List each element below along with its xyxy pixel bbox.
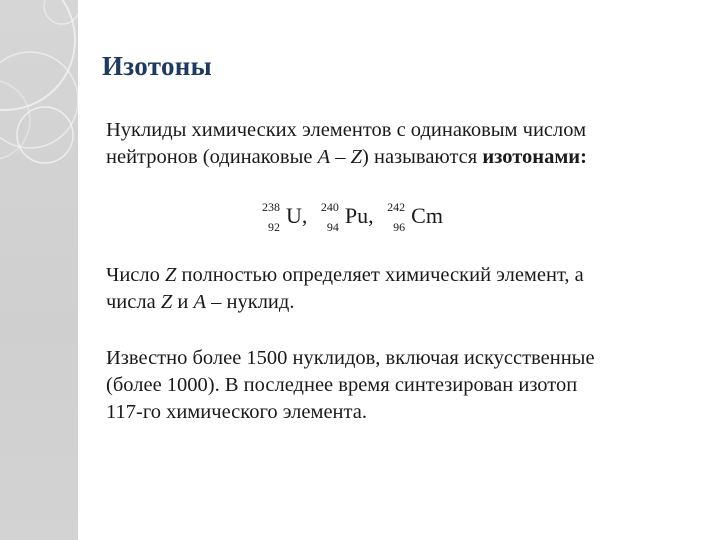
separator: , [368, 203, 374, 228]
count-line-2: (более 1000). В последнее время синтезирован изотоп [106, 374, 578, 396]
atomic-number: 92 [268, 220, 280, 234]
definition-text-end: ) называются [362, 146, 483, 168]
z-text: Число [106, 264, 165, 286]
nuclide-examples [262, 199, 443, 239]
nuclide-pu [320, 199, 369, 234]
mass-number: 238 [262, 200, 280, 214]
count-paragraph [106, 345, 706, 426]
var-z: Z [350, 146, 363, 168]
decorative-sidebar [0, 0, 78, 540]
dash-text: – [330, 146, 351, 168]
element-symbol: Cm [411, 203, 443, 228]
var-z: Z [160, 291, 173, 313]
element-symbol: Pu [344, 203, 369, 228]
slide-content [78, 0, 720, 540]
z-text: полностью определяет химический элемент, а [176, 264, 584, 286]
var-a: A [193, 291, 207, 313]
z-paragraph [106, 262, 706, 316]
count-line-3: 117-го химического элемента. [106, 401, 367, 423]
atomic-number: 94 [326, 220, 339, 234]
element-symbol: U [286, 203, 302, 228]
definition-paragraph [106, 117, 706, 171]
nuclide-u [262, 199, 302, 234]
var-a: A [317, 146, 331, 168]
z-text: числа [106, 291, 161, 313]
definition-text: нейтронов (одинаковые [106, 146, 318, 168]
z-text: и [172, 291, 194, 313]
mass-number: 242 [387, 200, 406, 214]
mass-number: 240 [320, 200, 339, 214]
atomic-number: 96 [393, 220, 406, 234]
var-z: Z [165, 264, 177, 286]
definition-line-1: Нуклиды химических элементов с одинаковым числом [106, 119, 587, 141]
z-text: – нуклид. [206, 291, 295, 313]
count-line-1: Известно более 1500 нуклидов, включая искусственные [106, 347, 595, 369]
slide-title: Изотоны [102, 51, 212, 81]
decorative-circles [0, 0, 78, 540]
term-isotones: изотонами: [482, 146, 587, 168]
separator: , [301, 203, 308, 228]
nuclide-cm [387, 199, 443, 234]
